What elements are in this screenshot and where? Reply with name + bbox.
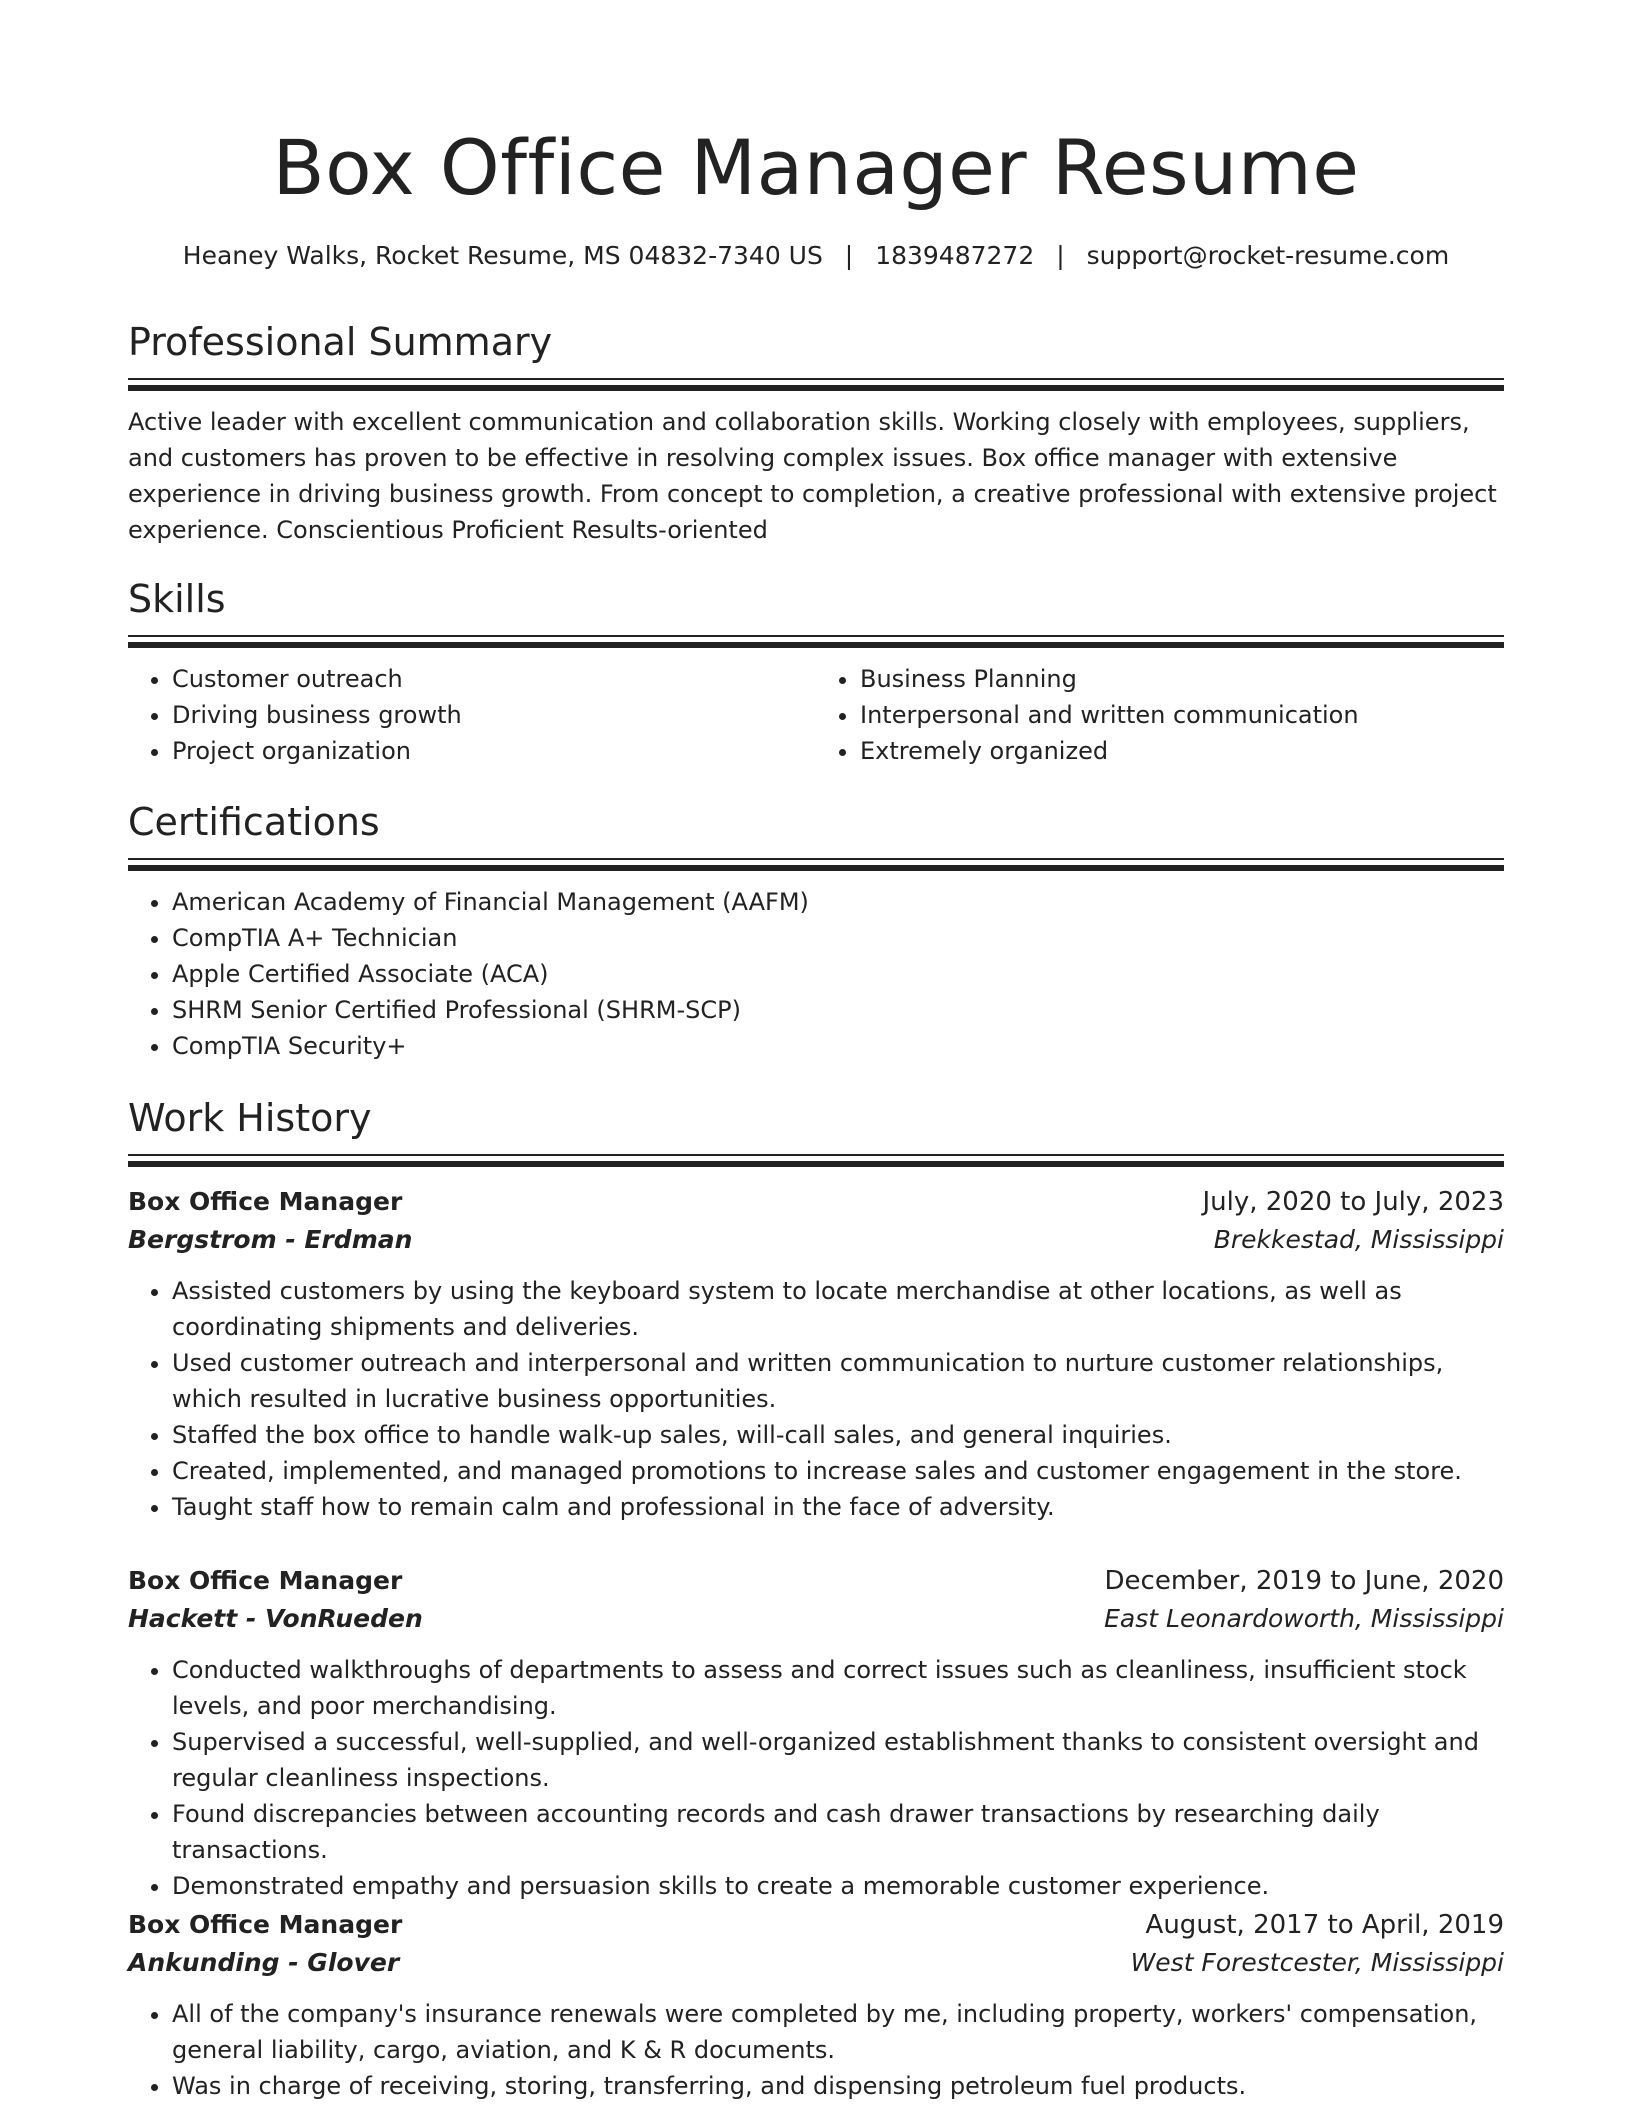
- certifications-heading: Certifications: [128, 800, 380, 844]
- work-history-section: [128, 1092, 1504, 1166]
- contact-line: [128, 238, 1504, 274]
- certifications-list: [128, 884, 1504, 1064]
- job-dates: July, 2020 to July, 2023: [1202, 1187, 1504, 1217]
- list-item: • Driving business growth: [172, 697, 816, 733]
- contact-address: Heaney Walks, Rocket Resume, MS 04832-7340 US: [182, 241, 823, 270]
- list-item: • Business Planning: [860, 661, 1504, 697]
- job-company: Bergstrom - Erdman: [128, 1225, 413, 1254]
- skills-heading: Skills: [128, 577, 226, 621]
- list-item: • Supervised a successful, well-supplied, and well-organized establishment thanks to consistent oversight and regular cleanliness inspections.: [172, 1724, 1504, 1796]
- skills-list-right: [816, 661, 1504, 769]
- skills-section: [128, 573, 1504, 769]
- skills-list-left: [128, 661, 816, 769]
- list-item: • Staffed the box office to handle walk-up sales, will-call sales, and general inquiries.: [172, 1417, 1504, 1453]
- job-title: Box Office Manager: [128, 1910, 403, 1939]
- list-item: • Customer outreach: [172, 661, 816, 697]
- job-company: Ankunding - Glover: [128, 1948, 400, 1977]
- list-item: • Found discrepancies between accounting records and cash drawer transactions by researching daily transactions.: [172, 1796, 1504, 1868]
- job-bullets: [128, 1652, 1504, 1904]
- summary-heading: Professional Summary: [128, 320, 553, 364]
- list-item: • Used customer outreach and interpersonal and written communication to nurture customer relationships, which resulted in lucrative business opportunities.: [172, 1345, 1504, 1417]
- job-location: West Forestcester, Mississippi: [1130, 1948, 1504, 1977]
- job-location: Brekkestad, Mississippi: [1213, 1225, 1504, 1254]
- list-item: • Project organization: [172, 733, 816, 769]
- job-entry: [128, 1906, 1504, 2104]
- job-company: Hackett - VonRueden: [128, 1604, 423, 1633]
- contact-separator: |: [1056, 241, 1065, 270]
- skills-columns: [128, 661, 1504, 769]
- contact-email: support@rocket-resume.com: [1086, 241, 1450, 270]
- list-item: • Apple Certified Associate (ACA): [172, 956, 1504, 992]
- job-bullets: [128, 1996, 1504, 2104]
- section-divider: [128, 1154, 1504, 1166]
- list-item: • Extremely organized: [860, 733, 1504, 769]
- list-item: • Assisted customers by using the keyboard system to locate merchandise at other locations, as well as coordinating shipments and deliveries.: [172, 1273, 1504, 1345]
- list-item: • Was in charge of receiving, storing, transferring, and dispensing petroleum fuel products.: [172, 2068, 1504, 2104]
- summary-text: Active leader with excellent communication and collaboration skills. Working closely with employees, suppliers, and customers has proven to be effective in resolving complex issues. Box office manager with extensive experience in driving business growth. From concept to completion, a creative professional with extensive project experience. Conscientious Proficient Results-oriented: [128, 408, 1497, 544]
- job-bullets: [128, 1273, 1504, 1525]
- list-item: • Created, implemented, and managed promotions to increase sales and customer engagement in the store.: [172, 1453, 1504, 1489]
- work-history-heading: Work History: [128, 1096, 372, 1140]
- section-divider: [128, 858, 1504, 870]
- job-dates: August, 2017 to April, 2019: [1145, 1910, 1504, 1940]
- list-item: • Conducted walkthroughs of departments to assess and correct issues such as cleanliness, insufficient stock levels, and poor merchandising.: [172, 1652, 1504, 1724]
- job-title: Box Office Manager: [128, 1566, 403, 1595]
- list-item: • Demonstrated empathy and persuasion skills to create a memorable customer experience.: [172, 1868, 1504, 1904]
- section-divider: [128, 635, 1504, 647]
- contact-phone: 1839487272: [875, 241, 1035, 270]
- list-item: • Taught staff how to remain calm and professional in the face of adversity.: [172, 1489, 1504, 1525]
- list-item: • American Academy of Financial Management (AAFM): [172, 884, 1504, 920]
- summary-section: [128, 316, 1504, 548]
- list-item: • Interpersonal and written communication: [860, 697, 1504, 733]
- list-item: • SHRM Senior Certified Professional (SHRM-SCP): [172, 992, 1504, 1028]
- contact-separator: |: [844, 241, 854, 270]
- section-divider: [128, 378, 1504, 390]
- certifications-section: [128, 796, 1504, 1064]
- resume-title: Box Office Manager Resume: [272, 123, 1360, 212]
- list-item: • CompTIA Security+: [172, 1028, 1504, 1064]
- job-title: Box Office Manager: [128, 1187, 403, 1216]
- job-dates: December, 2019 to June, 2020: [1104, 1566, 1504, 1596]
- job-location: East Leonardoworth, Mississippi: [1104, 1604, 1504, 1633]
- job-entry: [128, 1183, 1504, 1525]
- list-item: • All of the company's insurance renewals were completed by me, including property, workers' compensation, general liability, cargo, aviation, and K & R documents.: [172, 1996, 1504, 2068]
- job-entry: [128, 1562, 1504, 1904]
- list-item: • CompTIA A+ Technician: [172, 920, 1504, 956]
